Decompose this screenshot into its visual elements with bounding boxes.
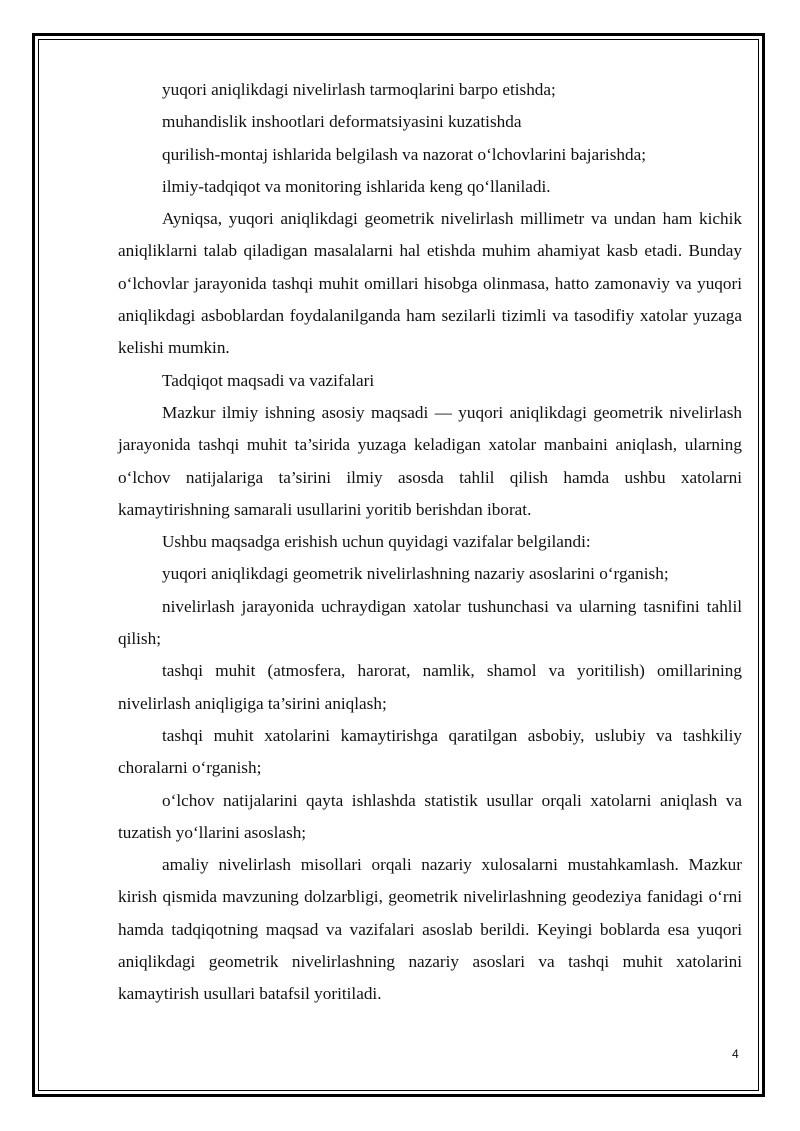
paragraph-list-item: qurilish-montaj ishlarida belgilash va nazorat o‘lchovlarini bajarishda; xyxy=(162,144,646,164)
paragraph-list-item: tashqi muhit (atmosfera, harorat, namlik, shamol va yoritilish) omillarining nivelirlash aniqligiga ta’sirini aniqlash; xyxy=(118,661,742,713)
paragraph: Ushbu maqsadga erishish uchun quyidagi vazifalar belgilandi: xyxy=(162,532,591,552)
section-heading: Tadqiqot maqsadi va vazifalari xyxy=(162,370,375,390)
paragraph-list-item: yuqori aniqlikdagi geometrik nivelirlashning nazariy asoslarini o‘rganish; xyxy=(162,564,669,584)
paragraph: amaliy nivelirlash misollari orqali nazariy xulosalarni mustahkamlash. Mazkur kirish qismida mavzuning dolzarbligi, geometrik nivelirlashning geodeziya fanidagi o‘rni hamda tadqiqotning maqsad va vazifalari asoslab berildi. Keyingi boblarda esa yuqori aniqlikdagi geometrik nivelirlashning nazariy asoslari va tashqi muhit xatolarini kamaytirish usullari batafsil yoritiladi. xyxy=(118,855,742,1004)
paragraph-list-item: muhandislik inshootlari deformatsiyasini kuzatishda xyxy=(162,112,522,132)
paragraph-list-item: o‘lchov natijalarini qayta ishlashda statistik usullar orqali xatolarni aniqlash va tuzatish yo‘llarini asoslash; xyxy=(118,790,742,842)
paragraph-list-item: nivelirlash jarayonida uchraydigan xatolar tushunchasi va ularning tasnifini tahlil qilish; xyxy=(118,596,742,649)
paragraph-list-item: yuqori aniqlikdagi nivelirlash tarmoqlarini barpo etishda; xyxy=(162,80,556,99)
paragraph: Ayniqsa, yuqori aniqlikdagi geometrik nivelirlash millimetr va undan ham kichik aniqliklarni talab qiladigan masalalarni hal etishda muhim ahamiyat kasb etadi. Bunday o‘lchovlar jarayonida tashqi muhit omillari hisobga olinmasa, hatto zamonaviy va yuqori aniqlikdagi asboblardan foydalanilganda ham sezilarli tizimli va tasodifiy xatolar yuzaga kelishi mumkin. xyxy=(118,209,742,358)
paragraph: Mazkur ilmiy ishning asosiy maqsadi — yuqori aniqlikdagi geometrik nivelirlash jarayonida tashqi muhit ta’sirida yuzaga keladigan xatolar manbaini aniqlash, ularning o‘lchov natijalariga ta’sirini ilmiy asosda tahlil qilish hamda ushbu xatolarni kamaytirishning samarali usullarini yoritib berishdan iborat. xyxy=(118,402,742,519)
document-body xyxy=(118,74,742,1011)
paragraph-list-item: tashqi muhit xatolarini kamaytirishga qaratilgan asbobiy, uslubiy va tashkiliy choralarni o‘rganish; xyxy=(118,725,742,778)
paragraph-list-item: ilmiy-tadqiqot va monitoring ishlarida keng qo‘llaniladi. xyxy=(162,176,551,196)
page-number: 4 xyxy=(732,1047,739,1061)
